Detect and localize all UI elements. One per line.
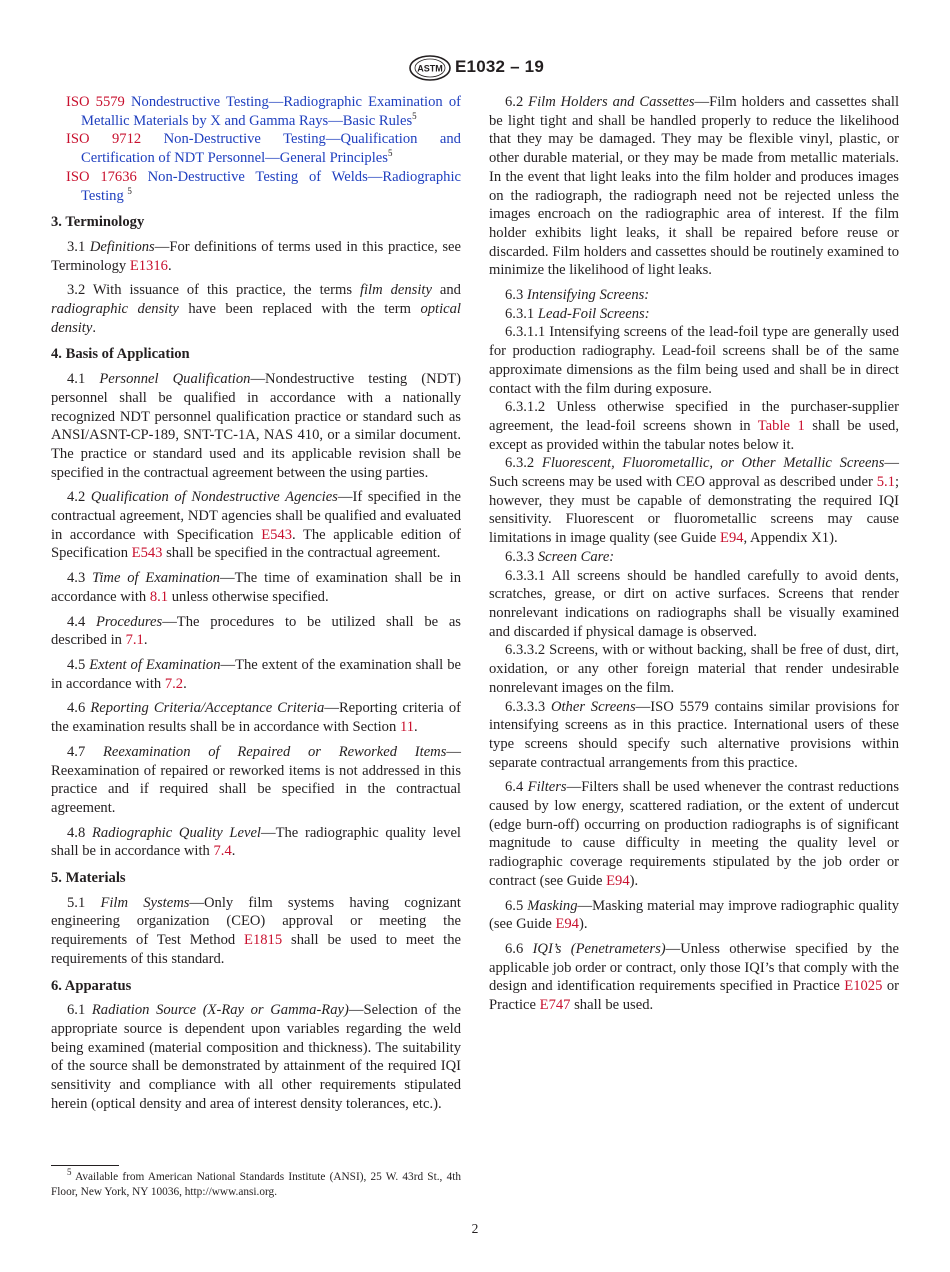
- paragraph: 6.3.3 Screen Care:: [505, 548, 615, 565]
- reference-title[interactable]: Non-Destructive Testing—Qualification and Certification of NDT Personnel—General Principles: [81, 131, 461, 167]
- paragraph: 4.8 Radiographic Quality Level—The radiographic quality level shall be in accordance with 7.4.: [51, 824, 461, 860]
- footnote-mark: 5: [412, 110, 417, 121]
- link[interactable]: 11: [399, 719, 414, 736]
- link[interactable]: E1316: [129, 257, 168, 274]
- link[interactable]: E543: [131, 545, 163, 562]
- paragraph: 3.2 With issuance of this practice, the terms film density and radiographic density have been replaced with the term optical density.: [51, 282, 461, 336]
- svg-text:ASTM: ASTM: [417, 63, 443, 74]
- paragraph: 6.3.3.3 Other Screens—ISO 5579 contains similar provisions for intensifying screens as in this practice. International users of these type screens should specify such alternative provisions within separate contractual arrangements from this practice.: [489, 698, 899, 771]
- paragraph: 5.1 Film Systems—Only film systems having cognizant engineering organization (CEO) approval or meeting the requirements of Test Method E1815 shall be used to meet the requirements of this standard.: [51, 894, 461, 967]
- paragraph: 3.1 Definitions—For definitions of terms used in this practice, see Terminology E1316.: [51, 238, 462, 274]
- paragraph: 4.7 Reexamination of Repaired or Reworked Items—Reexamination of repaired or reworked items is not addressed in this practice and if required shall be specified in the contractual agreement.: [51, 743, 461, 816]
- page-header: [0, 55, 950, 85]
- paragraph: 6.3 Intensifying Screens:: [505, 287, 650, 304]
- reference-item: [66, 93, 461, 130]
- paragraph: 4.6 Reporting Criteria/Acceptance Criteria—Reporting criteria of the examination results shall be in accordance with Section 11.: [51, 700, 462, 736]
- section-heading: 5. Materials: [51, 870, 126, 887]
- page-number: 2: [471, 1221, 479, 1236]
- link[interactable]: E1815: [244, 932, 283, 949]
- reference-item: [66, 168, 461, 205]
- footnote-mark: 5: [127, 185, 132, 196]
- paragraph: 4.3 Time of Examination—The time of examination shall be in accordance with 8.1 unless otherwise specified.: [51, 570, 461, 605]
- link[interactable]: 8.1: [149, 588, 169, 605]
- paragraph: 4.2 Qualification of Nondestructive Agencies—If specified in the contractual agreement, NDT agencies shall be qualified and evaluated in accordance with Specification E543. The applicable edition of Specification E543 shall be specified in the contractual agreement.: [51, 489, 462, 562]
- footnote-mark: 5: [387, 148, 393, 159]
- paragraph: 4.4 Procedures—The procedures to be utilized shall be as described in 7.1.: [51, 613, 461, 649]
- link[interactable]: 7.4: [213, 843, 232, 860]
- paragraph: 6.3.1.1 Intensifying screens of the lead-foil type are generally used for production radiography. Lead-foil screens shall be of the same approximate dimensions as the film being used and shall be in direct contact with the film during exposure.: [489, 324, 899, 397]
- link[interactable]: 7.1: [125, 632, 144, 649]
- paragraph: 6.6 IQI’s (Penetrameters)—Unless otherwise specified by the applicable job order or contract, only those IQI’s that comply with the design and identification requirements specified in Practice E1025 or Practice E747 shall be used.: [489, 940, 900, 1014]
- reference-id[interactable]: ISO 17636: [66, 168, 137, 185]
- section-heading: 3. Terminology: [51, 214, 145, 231]
- reference-id[interactable]: ISO 5579: [66, 94, 125, 110]
- paragraph: 4.5 Extent of Examination—The extent of the examination shall be in accordance with 7.2.: [51, 656, 461, 692]
- section-heading: 6. Apparatus: [51, 977, 132, 994]
- link[interactable]: 5.1: [876, 474, 895, 491]
- footnote: $^5$ Available from American National Standards Institute (ANSI), 25 W. 43rd St., 4th Floor, New York, NY 10036, http://www.ansi.org.: [51, 1167, 461, 1199]
- paragraph: 6.3.3.2 Screens, with or without backing, shall be free of dust, dirt, oxidation, or any other foreign material that render undesirable nonrelevant images on the film.: [489, 642, 899, 696]
- reference-list: [51, 93, 461, 205]
- right-column: [489, 93, 899, 1021]
- link[interactable]: E1025: [844, 978, 883, 995]
- link[interactable]: E94: [606, 872, 630, 889]
- paragraph: 4.1 Personnel Qualification—Nondestructive testing (NDT) personnel shall be qualified in accordance with a nationally recognized NDT personnel qualification practice or standard such as ANSI/ASNT-CP-189, SNT-TC-1A, NAS 410, or a similar document. The practice or standard used and its applicable revision shall be specified in the contractual agreement between the using parties.: [51, 371, 461, 481]
- link[interactable]: E94: [555, 916, 579, 933]
- paragraph: 6.3.2 Fluorescent, Fluorometallic, or Other Metallic Screens—Such screens may be used with CEO approval as described under 5.1; however, they must be capable of demonstrating the required IQI sensitivity. Fluorescent or fluorometallic screens may cause limitations in image quality (see Guide E94, Appendix X1).: [489, 455, 900, 547]
- link[interactable]: 7.2: [164, 675, 184, 692]
- reference-title[interactable]: Non-Destructive Testing of Welds—Radiographic Testing: [81, 168, 462, 204]
- reference-id[interactable]: ISO 9712: [66, 131, 142, 148]
- paragraph: 6.2 Film Holders and Cassettes—Film holders and cassettes shall be light tight and shall be handled properly to reduce the likelihood that they may be damaged. They may be flexible vinyl, plastic, or other durable material, or they may be made from metallic materials. In the event that light leaks into the film holder and produces images on the radiograph, the radiograph need not be rejected unless the images encroach on the radiographic area of interest. If the film holder exhibits light leaks, it shall be repaired before reuse or discarded. Film holders and cassettes should be routinely examined to minimize the likelihood of light leaks.: [489, 94, 900, 279]
- left-column: [51, 93, 461, 1113]
- footnote-divider: [51, 1165, 119, 1166]
- footnote-mark: 5: [67, 1167, 72, 1178]
- paragraph: 6.3.3.1 All screens should be handled carefully to avoid dents, scratches, grease, or dirt on active surfaces. Screens that render nonrelevant indications on radiographs shall be visually examined and discarded if physical damage is observed.: [489, 567, 899, 640]
- document-id: E1032 – 19: [455, 57, 544, 76]
- reference-title[interactable]: Nondestructive Testing—Radiographic Examination of Metallic Materials by X and Gamma Rays—Basic Rules: [81, 94, 461, 129]
- link[interactable]: Table 1: [757, 417, 805, 434]
- astm-logo-icon: [409, 55, 451, 81]
- paragraph: 6.3.1 Lead-Foil Screens:: [505, 305, 650, 322]
- link[interactable]: E94: [720, 530, 744, 547]
- link[interactable]: E747: [539, 997, 571, 1014]
- reference-item: [66, 130, 461, 167]
- paragraph: 6.5 Masking—Masking material may improve radiographic quality (see Guide E94).: [489, 897, 899, 933]
- paragraph: 6.4 Filters—Filters shall be used whenever the contrast reductions caused by low energy, scattered radiation, or the extent of undercut (edge burn-off) occurring on production radiographs is of significant magnitude to cause difficulty in meeting the quality level or radiographic coverage requirements stipulated by the job order or contract (see Guide E94).: [489, 779, 899, 889]
- section-heading: 4. Basis of Application: [51, 346, 190, 363]
- paragraph: 6.3.1.2 Unless otherwise specified in the purchaser-supplier agreement, the lead-foil screens shown in Table 1 shall be used, except as provided within the tabular notes below it.: [489, 399, 899, 453]
- paragraph: 6.1 Radiation Source (X-Ray or Gamma-Ray)—Selection of the appropriate source is dependent upon variables regarding the weld being examined (material composition and thickness). The suitability of the source shall be demonstrated by attainment of the required IQI sensitivity and compliance with all other requirements stipulated herein (optical density and area of interest density tolerances, etc.).: [51, 1002, 461, 1112]
- link[interactable]: E543: [261, 526, 292, 543]
